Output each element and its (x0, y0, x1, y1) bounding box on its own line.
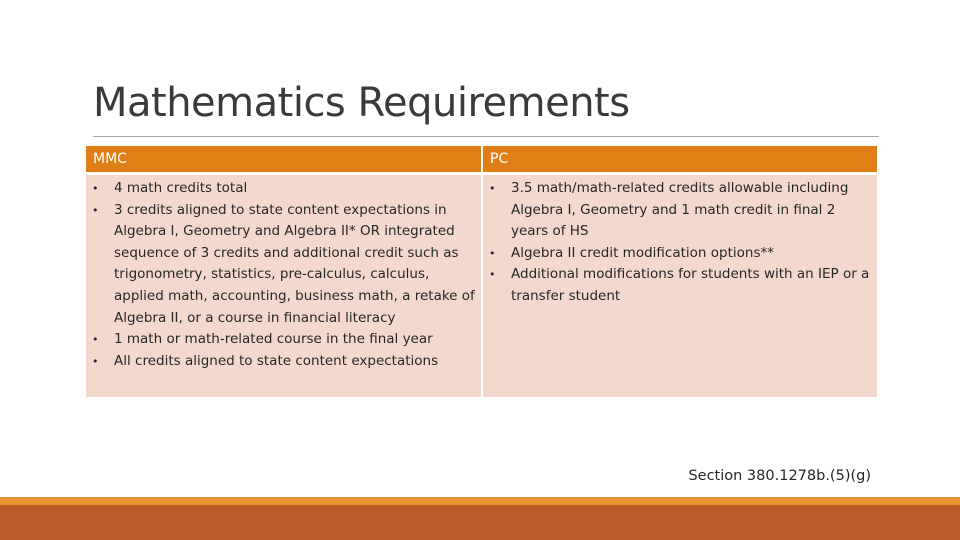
pc-list (487, 178, 871, 308)
legal-citation: Section 380.1278b.(5)(g) (688, 468, 871, 484)
bullet-icon: • (489, 246, 496, 260)
title-divider (93, 136, 879, 137)
footer-accent-bar (0, 497, 960, 505)
table-row (86, 174, 877, 398)
slide-title: Mathematics Requirements (93, 80, 630, 126)
pc-cell (482, 174, 877, 398)
list-item: • 1 math or math-related course in the final year (90, 329, 475, 351)
mmc-list (90, 178, 475, 372)
bullet-icon: • (92, 182, 99, 195)
list-item: • 3.5 math/math-related credits allowable including Algebra I, Geometry and 1 math credit in final 2 years of HS (489, 180, 849, 240)
header-mmc: MMC (86, 146, 482, 174)
mmc-cell (86, 174, 482, 398)
bullet-icon: • (92, 203, 99, 217)
list-item: • 4 math credits total (90, 178, 475, 200)
bullet-icon: • (489, 268, 496, 282)
list-item: • Additional modifications for students with an IEP or a transfer student (489, 266, 870, 304)
header-pc: PC (482, 146, 877, 174)
bullet-icon: • (92, 333, 99, 347)
list-item: • Algebra II credit modification options** (487, 243, 871, 265)
bullet-icon: • (92, 354, 99, 368)
list-item: • 3 credits aligned to state content expectations in Algebra I, Geometry and Algebra II* OR integrated sequence of 3 credits and additional credit such as trigonometry, statistics, pre-calculus, calculus, applied math, accounting, business math, a retake of Algebra II, or a course in financial literacy (92, 201, 475, 326)
table-header-row (86, 146, 877, 174)
requirements-table (86, 146, 877, 397)
footer-bar (0, 505, 960, 540)
list-item: • All credits aligned to state content expectations (90, 351, 475, 373)
bullet-icon: • (489, 182, 496, 195)
